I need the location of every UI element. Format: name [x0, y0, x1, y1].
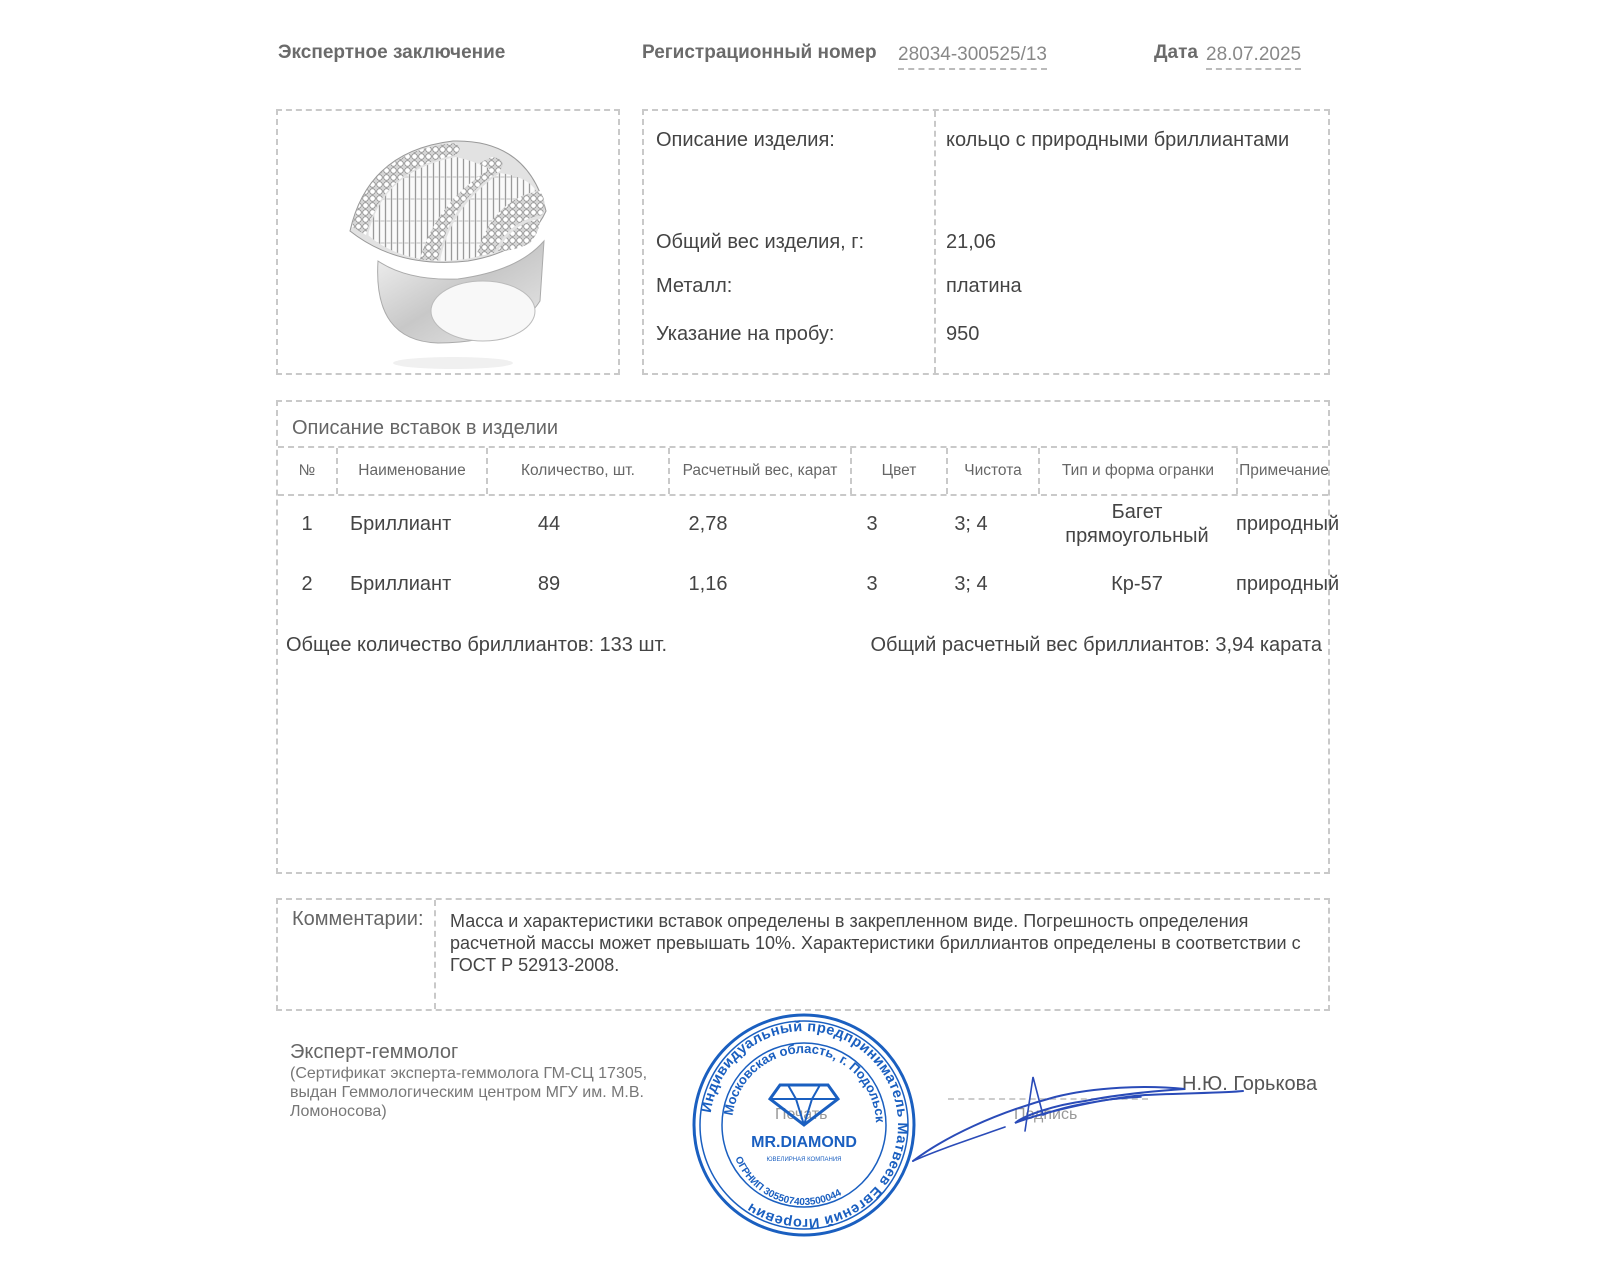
row-2-cut: Кр-57: [1111, 573, 1163, 595]
row-2-color: 3: [866, 573, 878, 595]
column-header-clarity: Чистота: [946, 448, 1038, 494]
total-diamond-weight: Общий расчетный вес бриллиантов: 3,94 карата: [870, 634, 1322, 656]
product-photo-frame: [276, 109, 620, 375]
column-header-cut: Тип и форма огранки: [1038, 448, 1236, 494]
row-1-number: 1: [301, 513, 313, 535]
row-1-name: Бриллиант: [350, 513, 452, 535]
stamp-tagline: ЮВЕЛИРНАЯ КОМПАНИЯ: [766, 1157, 842, 1163]
metal-value: платина: [946, 275, 1022, 297]
column-header-name: Наименование: [336, 448, 486, 494]
row-1-quantity: 44: [537, 513, 561, 535]
signer-name: Н.Ю. Горькова: [1182, 1073, 1318, 1095]
comments-text: Масса и характеристики вставок определены в закрепленном виде. Погрешность определения расчетной массы может превышать 10%. Характеристики бриллиантов определены в соответствии с ГОСТ Р 52913-2008.: [450, 911, 1301, 975]
stamp-outer-text: Индивидуальный предприниматель Матвеев Евгений Игоревич: [698, 1018, 911, 1232]
column-header-color: Цвет: [850, 448, 946, 494]
row-2-note: природный: [1236, 573, 1340, 595]
handwritten-signature: [905, 1075, 1250, 1175]
product-description-box: [642, 109, 1330, 375]
row-2-clarity: 3; 4: [954, 573, 988, 595]
stamp-ogrnip: ОГРНИП 305507403500044: [732, 1154, 844, 1209]
inserts-section: [276, 400, 1340, 874]
comments-section: [276, 898, 1330, 1011]
seal-label: Печать: [775, 1106, 828, 1123]
hallmark-value: 950: [946, 323, 980, 345]
inserts-title: Описание вставок в изделии: [292, 417, 559, 439]
signature-label: Подпись: [1014, 1106, 1078, 1123]
row-1-note: природный: [1236, 513, 1340, 535]
row-2-quantity: 89: [537, 573, 561, 595]
row-1-weight: 2,78: [688, 513, 728, 535]
total-diamond-count: Общее количество бриллиантов: 133 шт.: [286, 634, 668, 656]
column-header-quantity: Количество, шт.: [486, 448, 668, 494]
expert-title: Эксперт-геммолог: [290, 1041, 459, 1063]
column-header-weight: Расчетный вес, карат: [668, 448, 850, 494]
ring-photo: [278, 111, 618, 373]
header-divider: [278, 494, 1328, 496]
column-header-number: №: [298, 462, 316, 479]
registration-label: Регистрационный номер: [642, 42, 877, 63]
registration-number: 28034-300525/13: [898, 44, 1047, 70]
date-label: Дата: [1154, 42, 1198, 63]
column-header-note: Примечание: [1236, 448, 1330, 494]
comments-label: Комментарии:: [292, 908, 424, 930]
diamond-logo-icon: [770, 1085, 838, 1125]
document-title: Экспертное заключение: [278, 42, 506, 63]
stamp-brand: MR.DIAMOND: [751, 1134, 857, 1151]
metal-label: Металл:: [656, 275, 733, 297]
comments-divider: [434, 900, 436, 1009]
row-1-color: 3: [866, 513, 878, 535]
row-2-name: Бриллиант: [350, 573, 452, 595]
hallmark-label: Указание на пробу:: [656, 323, 835, 345]
company-stamp: [690, 1011, 918, 1239]
total-weight-value: 21,06: [946, 231, 997, 253]
expert-certificate-note: (Сертификат эксперта-геммолога ГМ-СЦ 17305, выдан Геммологическим центром МГУ им. М.В. Ломоносова): [290, 1065, 648, 1120]
total-weight-label: Общий вес изделия, г:: [656, 231, 865, 253]
row-1-cut: Багет прямоугольный: [1065, 501, 1209, 547]
row-2-weight: 1,16: [688, 573, 728, 595]
row-1-clarity: 3; 4: [954, 513, 988, 535]
description-divider: [934, 111, 936, 373]
row-2-number: 2: [301, 573, 313, 595]
date-value: 28.07.2025: [1206, 44, 1301, 70]
description-label: Описание изделия:: [656, 129, 835, 151]
description-value: кольцо с природными бриллиантами: [946, 129, 1290, 151]
stamp-inner-text: Московская область, г. Подольск: [720, 1040, 889, 1123]
